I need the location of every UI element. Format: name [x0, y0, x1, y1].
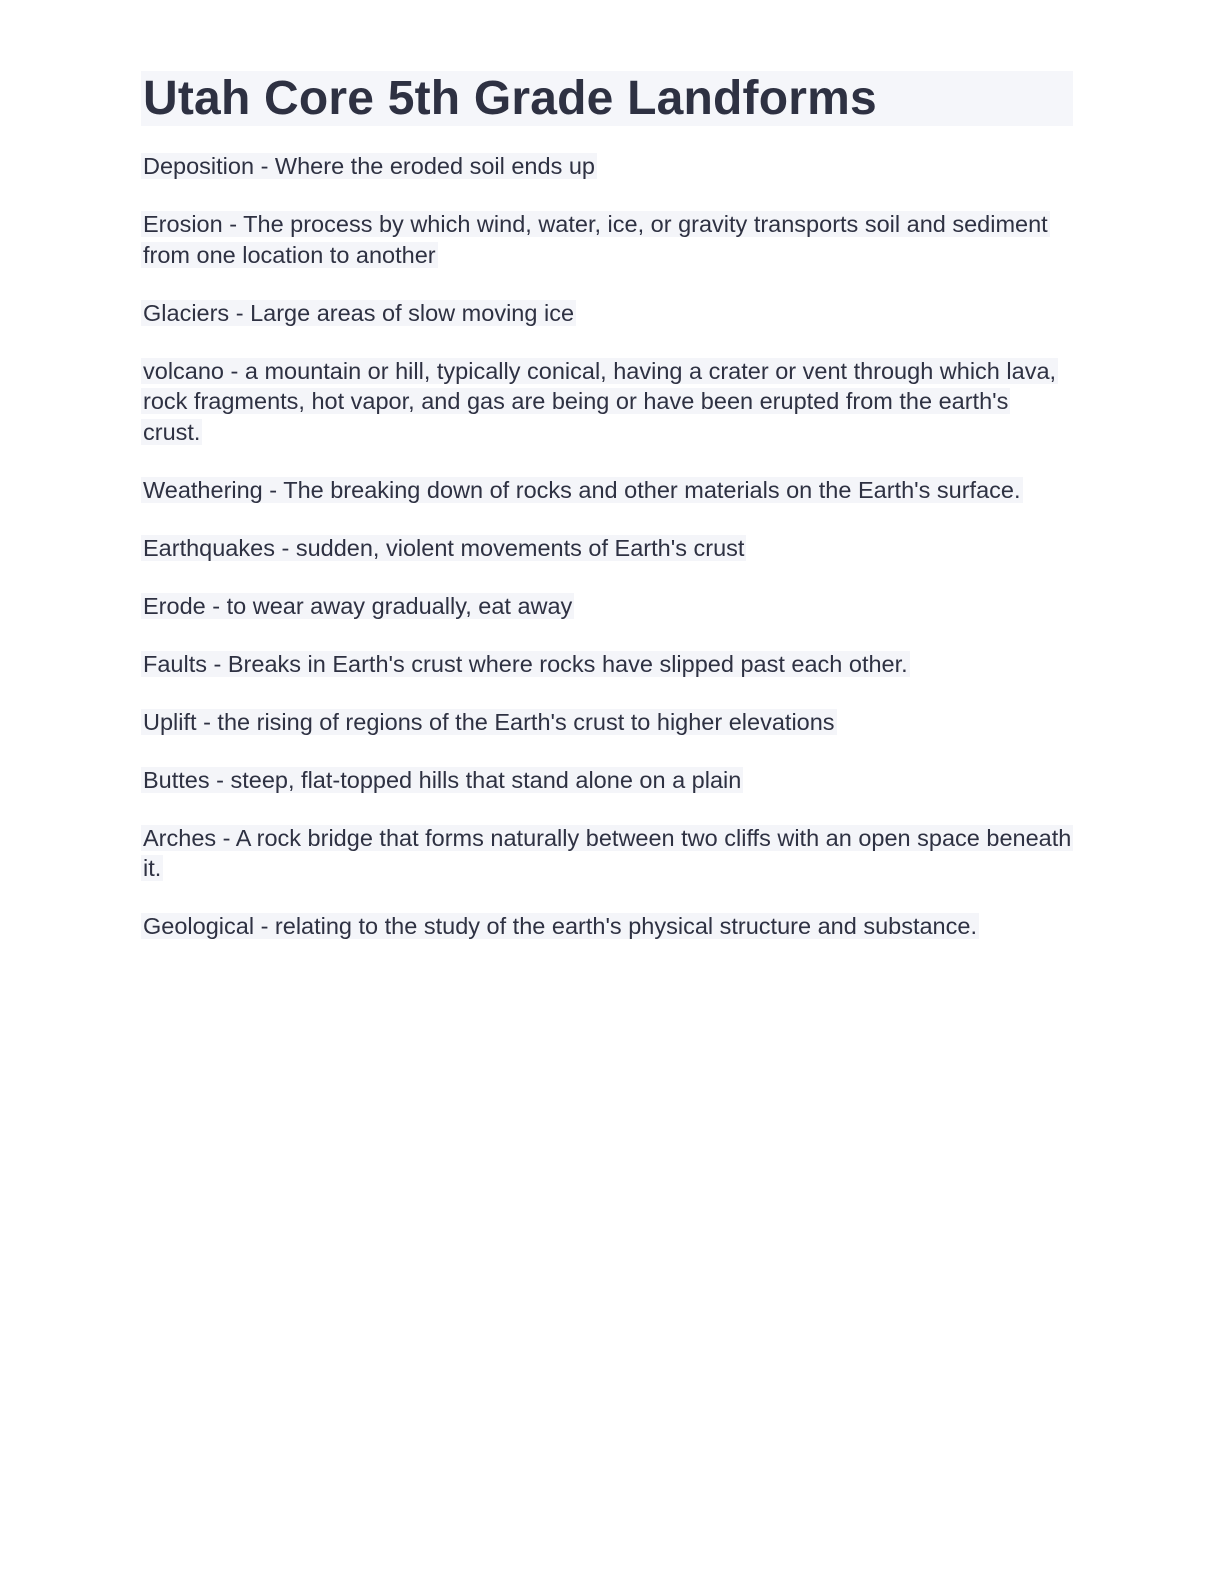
term-earthquakes: [141, 535, 1073, 566]
page-title: Utah Core 5th Grade Landforms: [143, 72, 877, 125]
term-erosion: [141, 211, 1073, 272]
term-deposition: [141, 153, 1073, 184]
term-text: Buttes - steep, flat-topped hills that stand alone on a plain: [143, 766, 742, 793]
term-text: Glaciers - Large areas of slow moving ice: [143, 299, 575, 326]
term-text: volcano - a mountain or hill, typically conical, having a crater or vent through which lava, rock fragments, hot vapor, and gas are being or have been erupted from the earth's crust.: [143, 357, 1057, 445]
term-text: Arches - A rock bridge that forms naturally between two cliffs with an open space beneath it.: [143, 824, 1072, 881]
term-geological: [141, 913, 1073, 944]
term-text: Deposition - Where the eroded soil ends up: [143, 153, 595, 179]
term-weathering: [141, 477, 1073, 508]
term-text: Faults - Breaks in Earth's crust where rocks have slipped past each other.: [143, 650, 908, 677]
term-erode: [141, 593, 1073, 624]
document-page: [141, 71, 1073, 971]
term-volcano: [141, 358, 1073, 450]
term-faults: [141, 651, 1073, 682]
title-banner: [141, 71, 1073, 126]
term-text: Geological - relating to the study of the earth's physical structure and substance.: [143, 913, 977, 939]
term-buttes: [141, 767, 1073, 798]
term-text: Erosion - The process by which wind, water, ice, or gravity transports soil and sediment from one location to another: [143, 211, 1048, 268]
term-arches: [141, 825, 1073, 886]
term-uplift: [141, 709, 1073, 740]
term-text: Weathering - The breaking down of rocks and other materials on the Earth's surface.: [143, 476, 1021, 503]
term-text: Erode - to wear away gradually, eat away: [143, 592, 573, 619]
term-list: [141, 126, 1073, 944]
term-text: Earthquakes - sudden, violent movements of Earth's crust: [143, 534, 745, 561]
term-glaciers: [141, 300, 1073, 331]
term-text: Uplift - the rising of regions of the Earth's crust to higher elevations: [143, 708, 835, 735]
